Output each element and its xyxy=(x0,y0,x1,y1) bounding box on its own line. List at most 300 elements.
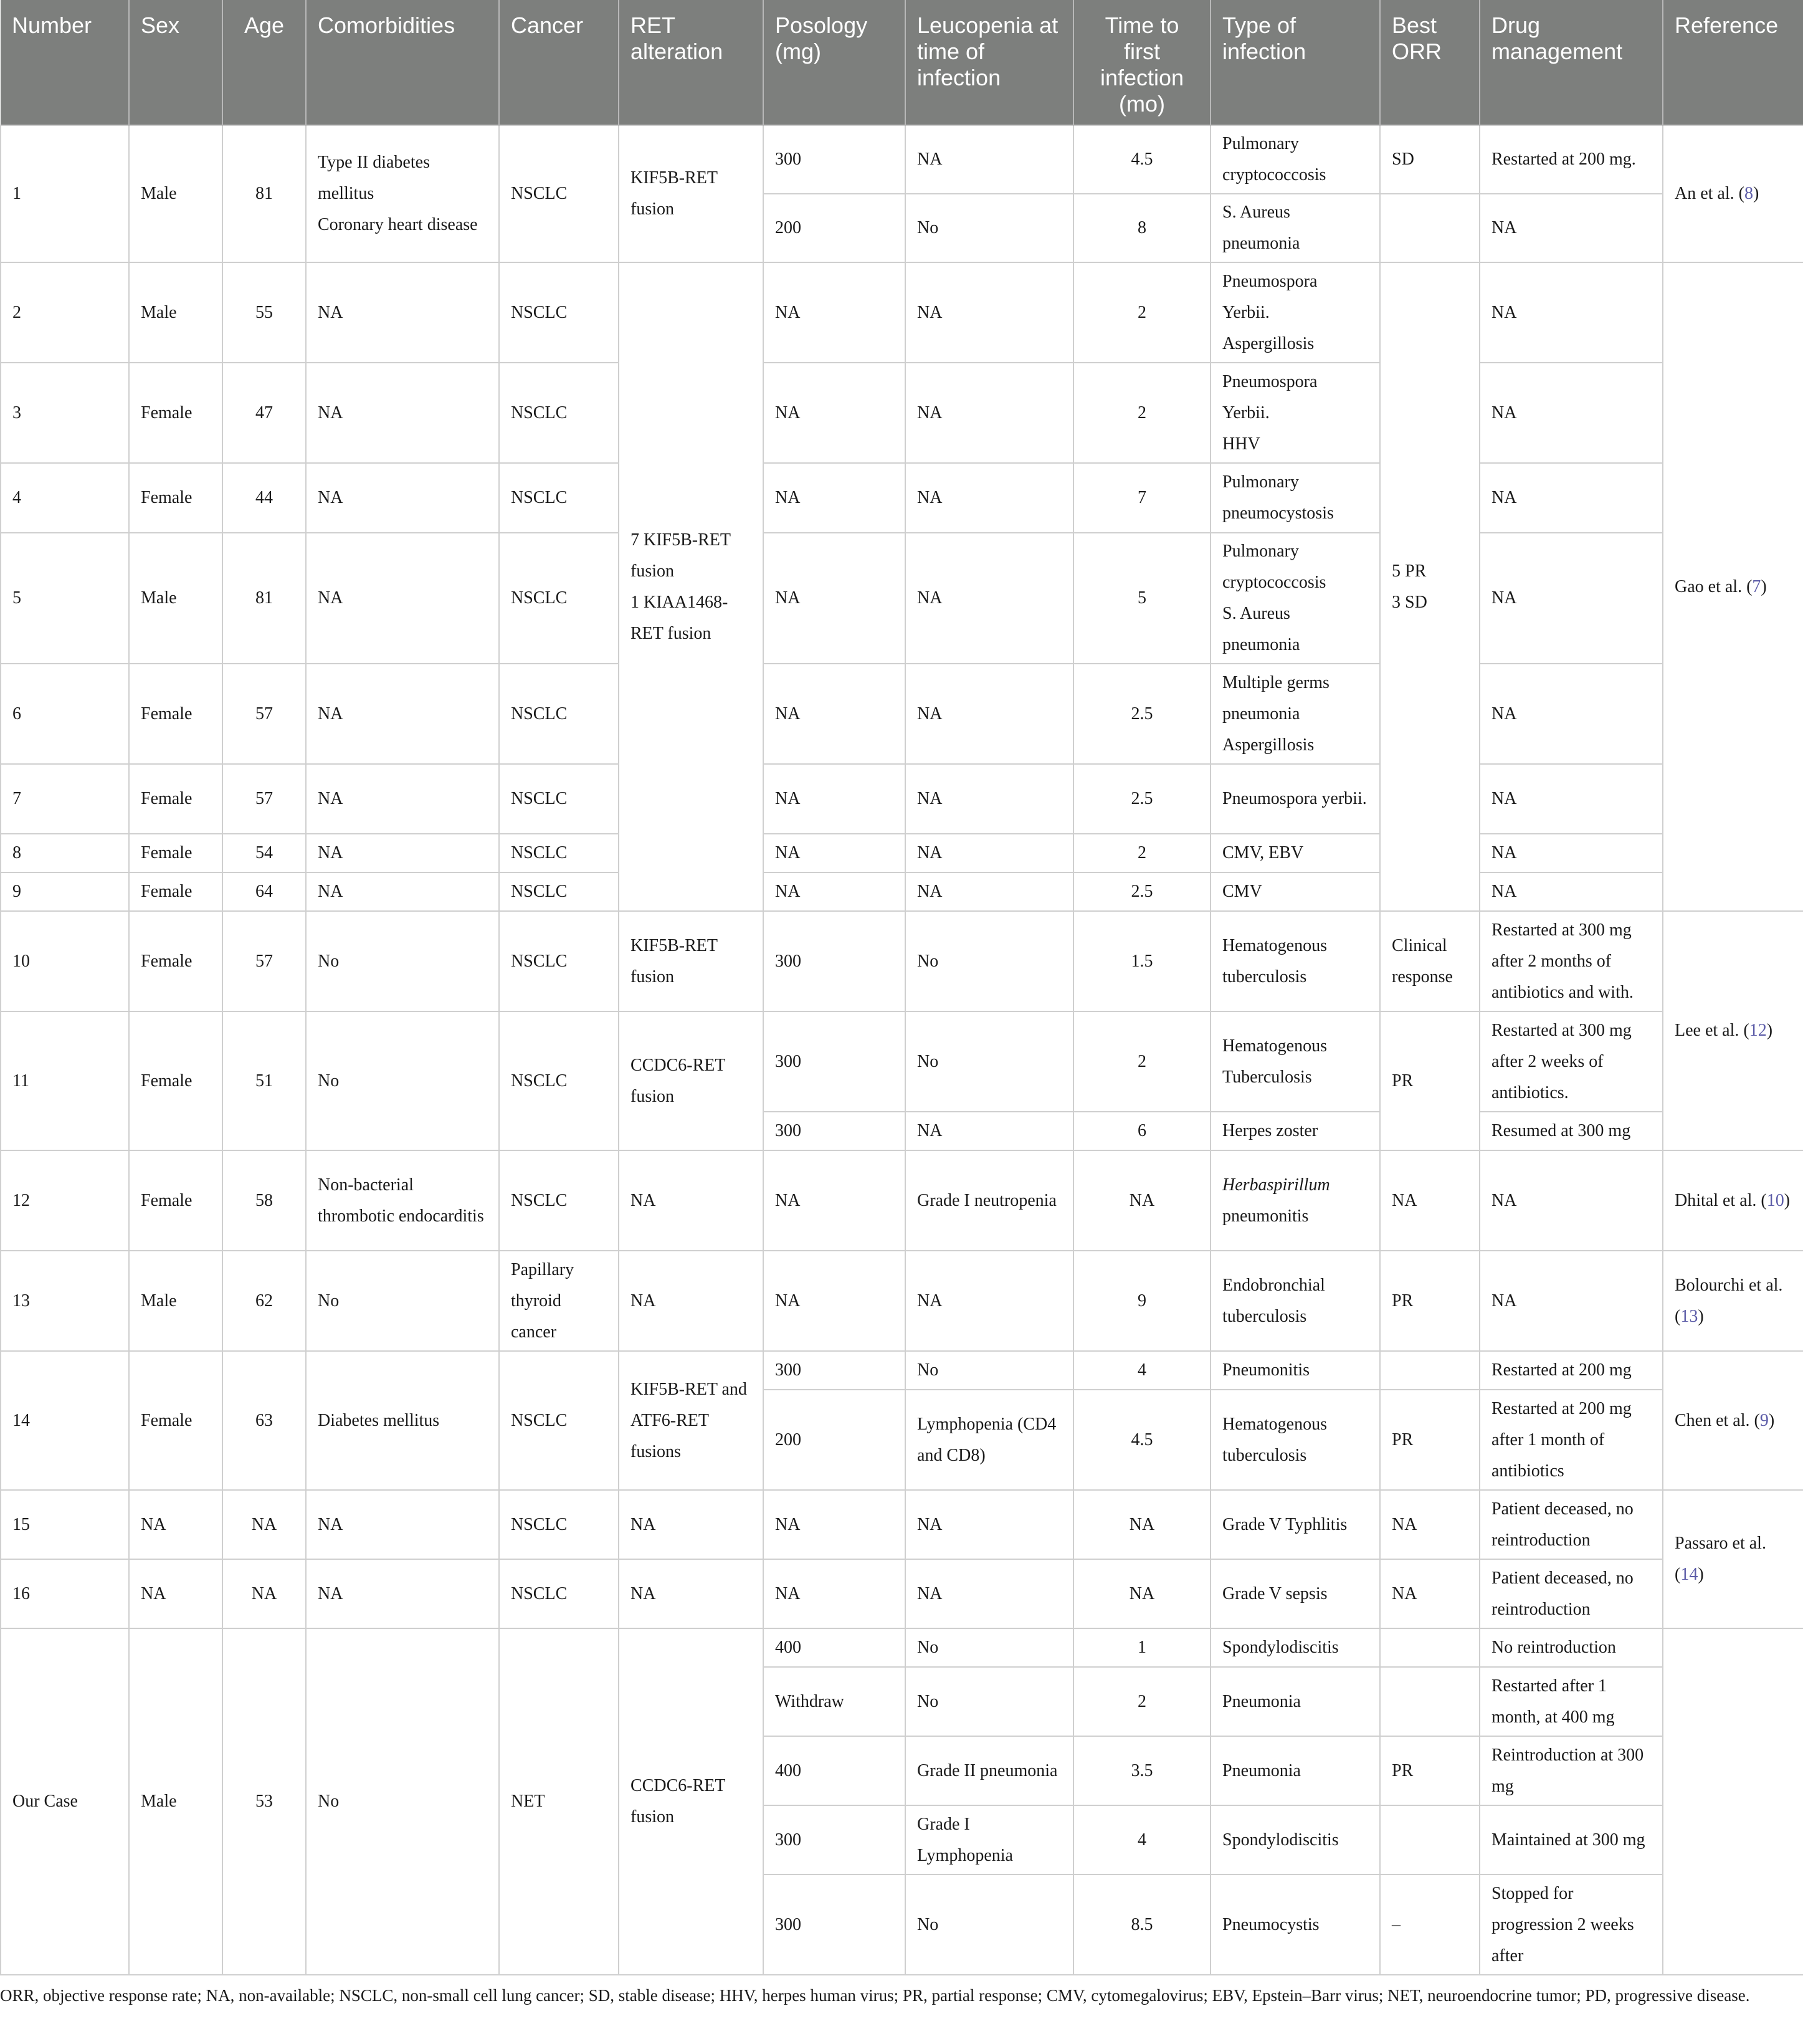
cell-cancer: NSCLC xyxy=(499,872,619,911)
table-row xyxy=(1,363,1803,463)
cell-leucopenia: NA xyxy=(905,1251,1073,1351)
cell-posology: NA xyxy=(763,363,905,463)
cell-management: NA xyxy=(1480,872,1663,911)
cell-leucopenia: NA xyxy=(905,1490,1073,1559)
cell-time: 4.5 xyxy=(1073,125,1211,194)
cell-number: 11 xyxy=(1,1011,129,1150)
cell-comorbidities: No xyxy=(306,1628,499,1975)
reference-close: ) xyxy=(1766,1021,1773,1040)
cell-sex: Male xyxy=(129,533,222,664)
infection-line: CMV, EBV xyxy=(1222,843,1304,862)
infection-line: Pulmonary pneumocystosis xyxy=(1222,472,1334,523)
reference-link[interactable]: 12 xyxy=(1749,1021,1767,1040)
cell-reference xyxy=(1663,911,1803,1150)
cell-orr: PR xyxy=(1380,1390,1480,1490)
cell-time: 8.5 xyxy=(1073,1874,1211,1975)
cell-sex: Female xyxy=(129,1351,222,1490)
cell-management: NA xyxy=(1480,764,1663,834)
orr-line: 5 PR xyxy=(1392,561,1427,581)
cell-time: 3.5 xyxy=(1073,1736,1211,1805)
cell-number: Our Case xyxy=(1,1628,129,1975)
cell-ret: KIF5B-RET fusion xyxy=(619,125,763,262)
cell-reference xyxy=(1663,1251,1803,1351)
cell-time: 8 xyxy=(1073,194,1211,262)
orr-line: 3 SD xyxy=(1392,592,1427,612)
cell-reference xyxy=(1663,1150,1803,1251)
cell-ret: NA xyxy=(619,1251,763,1351)
cell-ret: NA xyxy=(619,1150,763,1251)
table-row xyxy=(1,533,1803,664)
cell-infection xyxy=(1211,764,1380,834)
cell-leucopenia: NA xyxy=(905,463,1073,533)
cell-number: 9 xyxy=(1,872,129,911)
cell-posology: NA xyxy=(763,1559,905,1628)
cell-age: NA xyxy=(222,1559,306,1628)
cell-orr xyxy=(1380,1351,1480,1390)
cell-orr xyxy=(1380,1667,1480,1736)
cell-time: 5 xyxy=(1073,533,1211,664)
cell-posology: NA xyxy=(763,1490,905,1559)
cell-sex: Female xyxy=(129,463,222,533)
cell-infection: Hematogenous Tuberculosis xyxy=(1211,1011,1380,1112)
cell-leucopenia: No xyxy=(905,1628,1073,1667)
cell-leucopenia: NA xyxy=(905,664,1073,764)
cell-management: NA xyxy=(1480,1150,1663,1251)
cell-number: 2 xyxy=(1,262,129,363)
cell-comorbidities: NA xyxy=(306,664,499,764)
cell-sex: Male xyxy=(129,262,222,363)
cell-posology: 200 xyxy=(763,194,905,262)
cell-leucopenia: Grade II pneumonia xyxy=(905,1736,1073,1805)
cell-age: 63 xyxy=(222,1351,306,1490)
cell-infection xyxy=(1211,463,1380,533)
header-ret-alteration: RET alteration xyxy=(619,0,763,125)
cell-infection: Pulmonary cryptococcosis xyxy=(1211,125,1380,194)
cell-ret: NA xyxy=(619,1490,763,1559)
cell-age: 57 xyxy=(222,911,306,1011)
ret-line: 1 KIAA1468-RET fusion xyxy=(630,592,728,643)
table-row xyxy=(1,262,1803,363)
cell-time: 2 xyxy=(1073,262,1211,363)
cell-ret xyxy=(619,262,763,911)
cell-orr xyxy=(1380,262,1480,911)
cell-posology: NA xyxy=(763,533,905,664)
cell-posology: 300 xyxy=(763,1874,905,1975)
header-cancer: Cancer xyxy=(499,0,619,125)
cell-comorbidities: NA xyxy=(306,262,499,363)
header-leucopenia: Leucopenia at time of infection xyxy=(905,0,1073,125)
cell-cancer: NSCLC xyxy=(499,1011,619,1150)
cell-leucopenia: No xyxy=(905,1874,1073,1975)
reference-close: ) xyxy=(1698,1565,1704,1584)
cell-posology: Withdraw xyxy=(763,1667,905,1736)
cell-management: NA xyxy=(1480,194,1663,262)
cell-number: 13 xyxy=(1,1251,129,1351)
cell-cancer: Papillary thyroid cancer xyxy=(499,1251,619,1351)
cell-management: Patient deceased, no reintroduction xyxy=(1480,1490,1663,1559)
cell-leucopenia: Lymphopenia (CD4 and CD8) xyxy=(905,1390,1073,1490)
cell-management: NA xyxy=(1480,664,1663,764)
cell-time: NA xyxy=(1073,1150,1211,1251)
cell-cancer: NSCLC xyxy=(499,1351,619,1490)
cell-time: 2 xyxy=(1073,1011,1211,1112)
cell-cancer: NSCLC xyxy=(499,1150,619,1251)
cell-age: 47 xyxy=(222,363,306,463)
reference-close: ) xyxy=(1761,576,1767,596)
cell-cancer: NSCLC xyxy=(499,363,619,463)
cell-posology: 200 xyxy=(763,1390,905,1490)
cell-orr: – xyxy=(1380,1874,1480,1975)
cell-cancer: NSCLC xyxy=(499,911,619,1011)
cell-leucopenia: NA xyxy=(905,834,1073,872)
cell-number: 7 xyxy=(1,764,129,834)
reference-text: Bolourchi et al. ( xyxy=(1675,1275,1783,1326)
cell-age: 58 xyxy=(222,1150,306,1251)
ret-line: 7 KIF5B-RET fusion xyxy=(630,530,731,581)
table-row xyxy=(1,664,1803,764)
table-row xyxy=(1,463,1803,533)
cell-comorbidities: NA xyxy=(306,872,499,911)
cell-posology: NA xyxy=(763,834,905,872)
cell-management: NA xyxy=(1480,262,1663,363)
infection-line: Pulmonary cryptococcosis xyxy=(1222,542,1326,592)
cell-age: NA xyxy=(222,1490,306,1559)
cell-age: 44 xyxy=(222,463,306,533)
infection-text: pneumonitis xyxy=(1222,1206,1309,1226)
cell-posology: 400 xyxy=(763,1736,905,1805)
cell-ret: KIF5B-RET fusion xyxy=(619,911,763,1011)
table-row xyxy=(1,1251,1803,1351)
cell-time: 4 xyxy=(1073,1805,1211,1874)
cell-age: 57 xyxy=(222,764,306,834)
table-row xyxy=(1,764,1803,834)
cell-leucopenia: NA xyxy=(905,1559,1073,1628)
cell-comorbidities: No xyxy=(306,1251,499,1351)
table-row xyxy=(1,834,1803,872)
cell-cancer: NET xyxy=(499,1628,619,1975)
header-number: Number xyxy=(1,0,129,125)
cell-infection xyxy=(1211,664,1380,764)
cell-number: 6 xyxy=(1,664,129,764)
cell-comorbidities: Diabetes mellitus xyxy=(306,1351,499,1490)
reference-text: Chen et al. ( xyxy=(1675,1410,1760,1430)
reference-link[interactable]: 9 xyxy=(1759,1410,1769,1430)
cell-posology: 300 xyxy=(763,1112,905,1150)
cell-management: Restarted at 200 mg xyxy=(1480,1351,1663,1390)
cell-age: 54 xyxy=(222,834,306,872)
reference-link[interactable]: 14 xyxy=(1680,1565,1698,1584)
cell-posology: NA xyxy=(763,664,905,764)
cell-sex: Female xyxy=(129,764,222,834)
cell-time: 2 xyxy=(1073,834,1211,872)
cell-ret: NA xyxy=(619,1559,763,1628)
table-row xyxy=(1,1150,1803,1251)
reference-close: ) xyxy=(1768,1410,1775,1430)
cell-reference xyxy=(1663,1490,1803,1628)
infection-organism: Herbaspirillum xyxy=(1222,1175,1330,1195)
cell-posology: 300 xyxy=(763,1805,905,1874)
cell-sex: Female xyxy=(129,834,222,872)
reference-text: Passaro et al. ( xyxy=(1675,1534,1766,1584)
cell-comorbidities xyxy=(306,125,499,262)
table-row xyxy=(1,1490,1803,1559)
cell-sex: Male xyxy=(129,1251,222,1351)
cell-cancer: NSCLC xyxy=(499,125,619,262)
cell-infection: Endobronchial tuberculosis xyxy=(1211,1251,1380,1351)
cell-management: Restarted at 200 mg. xyxy=(1480,125,1663,194)
cell-age: 53 xyxy=(222,1628,306,1975)
header-posology: Posology (mg) xyxy=(763,0,905,125)
cell-cancer: NSCLC xyxy=(499,1559,619,1628)
cell-comorbidities: NA xyxy=(306,533,499,664)
cell-cancer: NSCLC xyxy=(499,1490,619,1559)
cell-ret: KIF5B-RET and ATF6-RET fusions xyxy=(619,1351,763,1490)
cell-comorbidities: NA xyxy=(306,764,499,834)
cell-infection: S. Aureus pneumonia xyxy=(1211,194,1380,262)
cell-sex: NA xyxy=(129,1490,222,1559)
cell-leucopenia: NA xyxy=(905,533,1073,664)
comorbidity-line: Coronary heart disease xyxy=(318,215,478,234)
cell-infection xyxy=(1211,363,1380,463)
cell-sex: Female xyxy=(129,1011,222,1150)
cell-posology: 300 xyxy=(763,911,905,1011)
cell-age: 64 xyxy=(222,872,306,911)
cell-posology: NA xyxy=(763,463,905,533)
cell-number: 1 xyxy=(1,125,129,262)
header-time-to-infection: Time to first infection (mo) xyxy=(1073,0,1211,125)
cell-management: No reintroduction xyxy=(1480,1628,1663,1667)
reference-link[interactable]: 13 xyxy=(1680,1306,1698,1326)
cell-age: 57 xyxy=(222,664,306,764)
cell-time: NA xyxy=(1073,1559,1211,1628)
infection-line: Pneumospora Yerbii. xyxy=(1222,271,1318,322)
cell-cancer: NSCLC xyxy=(499,764,619,834)
cell-management: NA xyxy=(1480,533,1663,664)
cell-infection: Pneumonia xyxy=(1211,1736,1380,1805)
header-age: Age xyxy=(222,0,306,125)
cell-posology: 300 xyxy=(763,1011,905,1112)
cell-sex: NA xyxy=(129,1559,222,1628)
cell-reference xyxy=(1663,262,1803,911)
reference-close: ) xyxy=(1784,1190,1791,1210)
cell-orr: NA xyxy=(1380,1559,1480,1628)
cell-orr: PR xyxy=(1380,1251,1480,1351)
cell-orr: SD xyxy=(1380,125,1480,194)
cell-time: 6 xyxy=(1073,1112,1211,1150)
cell-infection xyxy=(1211,1150,1380,1251)
cell-leucopenia: NA xyxy=(905,1112,1073,1150)
comorbidity-line: Type II diabetes mellitus xyxy=(318,153,430,203)
cell-infection: Herpes zoster xyxy=(1211,1112,1380,1150)
reference-close: ) xyxy=(1698,1306,1704,1326)
infection-line: Aspergillosis xyxy=(1222,333,1315,353)
cell-number: 15 xyxy=(1,1490,129,1559)
cell-posology: 300 xyxy=(763,1351,905,1390)
cell-infection xyxy=(1211,872,1380,911)
table-footnote: ORR, objective response rate; NA, non-available; NSCLC, non-small cell lung cancer; SD, stable disease; HHV, herpes human virus; PR, partial response; CMV, cytomegalovirus; EBV, Epstein–Barr virus; NET, neuroendocrine tumor; PD, progressive disease. xyxy=(0,1986,1750,2005)
cell-leucopenia: NA xyxy=(905,872,1073,911)
cell-age: 62 xyxy=(222,1251,306,1351)
cell-cancer: NSCLC xyxy=(499,463,619,533)
cell-leucopenia: No xyxy=(905,1011,1073,1112)
cell-infection xyxy=(1211,834,1380,872)
reference-text: An et al. ( xyxy=(1675,184,1744,203)
table-row xyxy=(1,1011,1803,1112)
cell-sex: Female xyxy=(129,363,222,463)
cell-leucopenia: NA xyxy=(905,363,1073,463)
reference-text: Lee et al. ( xyxy=(1675,1021,1749,1040)
header-sex: Sex xyxy=(129,0,222,125)
cell-posology: NA xyxy=(763,764,905,834)
reference-link[interactable]: 10 xyxy=(1766,1190,1784,1210)
cell-number: 3 xyxy=(1,363,129,463)
cell-sex: Female xyxy=(129,664,222,764)
cell-reference xyxy=(1663,1628,1803,1975)
cell-infection: Spondylodiscitis xyxy=(1211,1628,1380,1667)
cell-leucopenia: NA xyxy=(905,262,1073,363)
cell-leucopenia: No xyxy=(905,911,1073,1011)
cell-management: Stopped for progression 2 weeks after xyxy=(1480,1874,1663,1975)
cell-comorbidities: No xyxy=(306,911,499,1011)
cell-infection: Pneumocystis xyxy=(1211,1874,1380,1975)
cell-infection: Pneumonitis xyxy=(1211,1351,1380,1390)
header-comorbidities: Comorbidities xyxy=(306,0,499,125)
cell-orr: NA xyxy=(1380,1490,1480,1559)
cell-management: NA xyxy=(1480,834,1663,872)
cell-infection xyxy=(1211,533,1380,664)
cell-orr: PR xyxy=(1380,1736,1480,1805)
cell-comorbidities: NA xyxy=(306,1490,499,1559)
cell-time: 2.5 xyxy=(1073,764,1211,834)
cell-posology: 300 xyxy=(763,125,905,194)
cell-time: 1 xyxy=(1073,1628,1211,1667)
cell-number: 8 xyxy=(1,834,129,872)
cell-time: 4.5 xyxy=(1073,1390,1211,1490)
cell-infection: Pneumonia xyxy=(1211,1667,1380,1736)
cell-ret: CCDC6-RET fusion xyxy=(619,1011,763,1150)
cell-orr xyxy=(1380,1805,1480,1874)
reference-link[interactable]: 7 xyxy=(1752,576,1761,596)
cell-management: NA xyxy=(1480,1251,1663,1351)
cell-time: 1.5 xyxy=(1073,911,1211,1011)
cell-cancer: NSCLC xyxy=(499,664,619,764)
cell-management: Resumed at 300 mg xyxy=(1480,1112,1663,1150)
cell-management: Restarted at 300 mg after 2 months of antibiotics and with. xyxy=(1480,911,1663,1011)
cell-number: 12 xyxy=(1,1150,129,1251)
cell-number: 16 xyxy=(1,1559,129,1628)
table-row xyxy=(1,1351,1803,1390)
infection-line: HHV xyxy=(1222,434,1260,454)
table-row xyxy=(1,1628,1803,1667)
cell-number: 14 xyxy=(1,1351,129,1490)
header-row xyxy=(1,0,1803,125)
cell-time: 7 xyxy=(1073,463,1211,533)
cell-infection xyxy=(1211,262,1380,363)
cell-comorbidities: NA xyxy=(306,1559,499,1628)
cell-reference xyxy=(1663,1351,1803,1490)
cell-orr: PR xyxy=(1380,1011,1480,1150)
cell-time: 2.5 xyxy=(1073,664,1211,764)
cell-management: Maintained at 300 mg xyxy=(1480,1805,1663,1874)
cell-time: 4 xyxy=(1073,1351,1211,1390)
reference-text: Dhital et al. ( xyxy=(1675,1190,1767,1210)
cell-leucopenia: No xyxy=(905,1667,1073,1736)
cell-sex: Male xyxy=(129,1628,222,1975)
cell-infection: Hematogenous tuberculosis xyxy=(1211,1390,1380,1490)
cell-leucopenia: No xyxy=(905,1351,1073,1390)
cell-posology: NA xyxy=(763,262,905,363)
cell-orr: NA xyxy=(1380,1150,1480,1251)
cell-number: 5 xyxy=(1,533,129,664)
cell-comorbidities: NA xyxy=(306,463,499,533)
header-reference: Reference xyxy=(1663,0,1803,125)
cell-posology: NA xyxy=(763,872,905,911)
cell-leucopenia: Grade I neutropenia xyxy=(905,1150,1073,1251)
infection-line: Multiple germs pneumonia xyxy=(1222,672,1330,724)
table-row xyxy=(1,911,1803,1011)
cell-posology: NA xyxy=(763,1150,905,1251)
infection-line: Pneumospora Yerbii. xyxy=(1222,371,1318,423)
cell-comorbidities: NA xyxy=(306,363,499,463)
cell-comorbidities: No xyxy=(306,1011,499,1150)
cell-age: 81 xyxy=(222,533,306,664)
cell-ret: CCDC6-RET fusion xyxy=(619,1628,763,1975)
cell-cancer: NSCLC xyxy=(499,262,619,363)
infection-line: Pneumospora yerbii. xyxy=(1222,789,1367,808)
cell-management: Patient deceased, no reintroduction xyxy=(1480,1559,1663,1628)
cell-time: NA xyxy=(1073,1490,1211,1559)
table-row xyxy=(1,872,1803,911)
cell-infection: Hematogenous tuberculosis xyxy=(1211,911,1380,1011)
reference-text: Gao et al. ( xyxy=(1675,576,1753,596)
cell-sex: Female xyxy=(129,911,222,1011)
infection-line: S. Aureus pneumonia xyxy=(1222,604,1300,654)
cell-time: 9 xyxy=(1073,1251,1211,1351)
cell-time: 2.5 xyxy=(1073,872,1211,911)
cell-management: Restarted at 300 mg after 2 weeks of antibiotics. xyxy=(1480,1011,1663,1112)
cell-leucopenia: No xyxy=(905,194,1073,262)
infection-line: Aspergillosis xyxy=(1222,735,1315,755)
cell-cancer: NSCLC xyxy=(499,533,619,664)
cell-infection: Grade V sepsis xyxy=(1211,1559,1380,1628)
cell-comorbidities: NA xyxy=(306,834,499,872)
cell-sex: Male xyxy=(129,125,222,262)
infection-line: CMV xyxy=(1222,882,1262,901)
header-best-orr: Best ORR xyxy=(1380,0,1480,125)
cell-reference xyxy=(1663,125,1803,262)
cell-time: 2 xyxy=(1073,1667,1211,1736)
reference-link[interactable]: 8 xyxy=(1744,184,1753,203)
cell-posology: NA xyxy=(763,1251,905,1351)
table-row xyxy=(1,125,1803,194)
cell-age: 81 xyxy=(222,125,306,262)
cell-orr xyxy=(1380,1628,1480,1667)
cell-sex: Female xyxy=(129,872,222,911)
table-row xyxy=(1,1559,1803,1628)
header-type-of-infection: Type of infection xyxy=(1211,0,1380,125)
cell-number: 4 xyxy=(1,463,129,533)
cell-time: 2 xyxy=(1073,363,1211,463)
reference-close: ) xyxy=(1753,184,1759,203)
cell-leucopenia: Grade I Lymphopenia xyxy=(905,1805,1073,1874)
cell-infection: Spondylodiscitis xyxy=(1211,1805,1380,1874)
cell-number: 10 xyxy=(1,911,129,1011)
cell-posology: 400 xyxy=(763,1628,905,1667)
cell-age: 51 xyxy=(222,1011,306,1150)
cell-management: Restarted after 1 month, at 400 mg xyxy=(1480,1667,1663,1736)
cell-infection: Grade V Typhlitis xyxy=(1211,1490,1380,1559)
cell-comorbidities: Non-bacterial thrombotic endocarditis xyxy=(306,1150,499,1251)
